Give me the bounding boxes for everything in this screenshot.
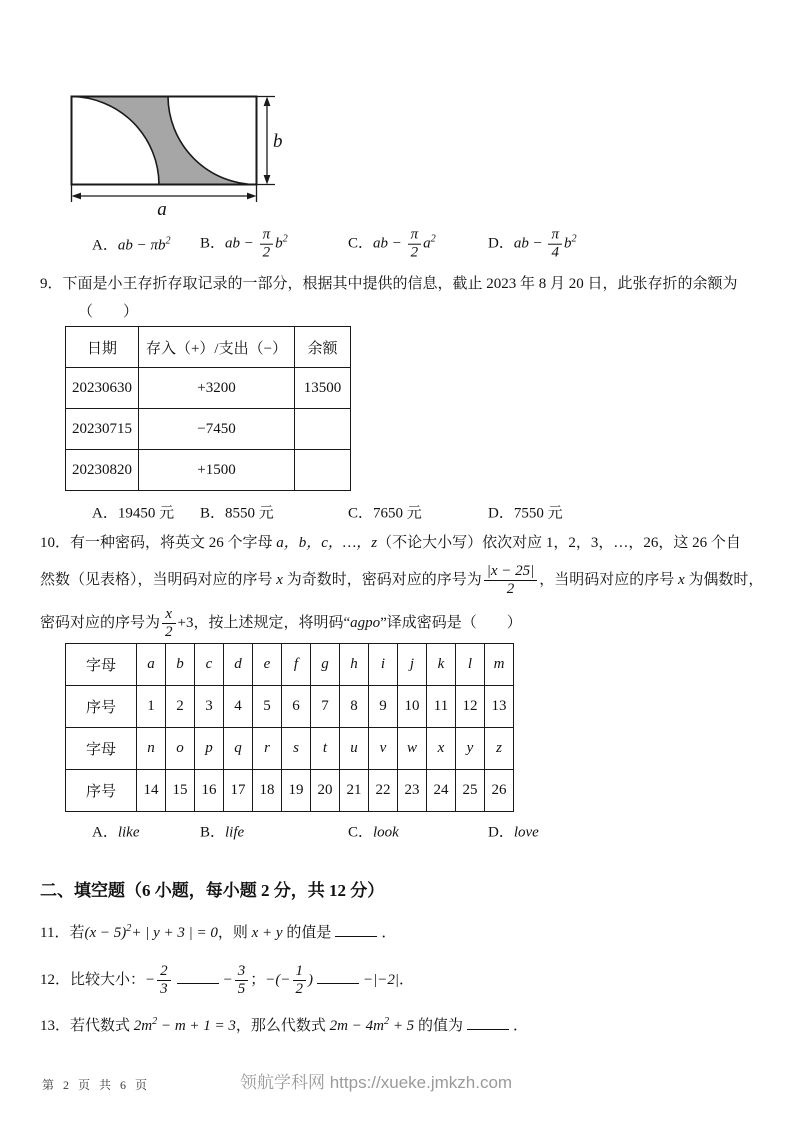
superscript: 2 (152, 1016, 158, 1027)
table-cell: 15 (166, 770, 195, 812)
minus-sign: − (222, 972, 233, 988)
q10-options-row (40, 818, 755, 844)
q8-option-a (92, 234, 171, 255)
table-cell: +3200 (139, 368, 295, 409)
q12-text (40, 957, 755, 1003)
letter-run: a，b，c，…，z (276, 535, 378, 551)
text: 10．有一种密码，将英文 26 个字母 (40, 535, 277, 551)
option-label: B． (200, 824, 226, 841)
denominator: 3 (160, 981, 168, 998)
numerator: 1 (293, 963, 307, 981)
table-cell: s (282, 728, 311, 770)
table-cell: 24 (427, 770, 456, 812)
denominator: 2 (295, 981, 304, 998)
arrowhead-up (264, 97, 271, 107)
table-cell: v (369, 728, 398, 770)
table-cell: 25 (456, 770, 485, 812)
plaintext-word: agpo (350, 615, 381, 631)
table-cell: 日期 (66, 327, 139, 368)
table-cell: 1 (137, 686, 166, 728)
text: 的值为 (414, 1018, 463, 1034)
text: 13．若代数式 (40, 1018, 134, 1034)
q9-option-d: D．7550 元 (488, 505, 563, 522)
fraction (162, 606, 176, 641)
table-cell: 余额 (295, 327, 351, 368)
superscript: 2 (282, 233, 288, 245)
table-row (66, 770, 514, 812)
table-cell: z (485, 728, 514, 770)
q10-option-b (200, 821, 244, 842)
table-cell: 存入（+）/支出（−） (139, 327, 295, 368)
table-cell: 23 (398, 770, 427, 812)
q8-option-c (348, 227, 436, 262)
text: ； (250, 972, 266, 988)
table-cell: 13 (485, 686, 514, 728)
formula: 2m (133, 1018, 153, 1034)
table-cell: r (253, 728, 282, 770)
formula: + | y + 3 | = 0 (131, 925, 218, 941)
table-cell: j (398, 644, 427, 686)
table-cell: 2 (166, 686, 195, 728)
table-cell: 12 (456, 686, 485, 728)
table-cell: 19 (282, 770, 311, 812)
table-cell: 26 (485, 770, 514, 812)
superscript: 2 (165, 235, 171, 247)
watermark-site-link: 领航学科网 https://xueke.jmkzh.com (240, 1073, 513, 1092)
numerator: 2 (157, 963, 171, 981)
denominator: 2 (506, 581, 515, 598)
formula: −(− (265, 972, 291, 988)
table-cell: 字母 (66, 644, 137, 686)
option-word: like (117, 824, 140, 841)
option-label: D． (488, 824, 514, 841)
table-cell: x (427, 728, 456, 770)
table-cell: 20230715 (66, 409, 139, 450)
denominator: 2 (165, 624, 173, 641)
table-row (66, 644, 514, 686)
arrowhead-right (247, 193, 257, 200)
variable-x: x (678, 572, 685, 588)
superscript: 2 (430, 233, 436, 245)
formula: a (423, 235, 431, 252)
table-cell: 4 (224, 686, 253, 728)
q10-option-d (488, 821, 539, 842)
table-cell: 5 (253, 686, 282, 728)
formula: ) (308, 972, 314, 988)
formula: x + y (251, 925, 283, 941)
text: 的值是 (282, 925, 332, 941)
answer-blank (335, 934, 377, 937)
text: 密码对应的序号为 (40, 615, 161, 631)
table-cell: 8 (340, 686, 369, 728)
table-row (66, 728, 514, 770)
text: ，则 (217, 925, 252, 941)
q9-options-row (40, 498, 755, 526)
table-cell: p (195, 728, 224, 770)
section-2-title: 二、填空题（6 小题，每小题 2 分，共 12 分） (40, 881, 385, 900)
formula: b (275, 235, 283, 252)
table-row (66, 327, 351, 368)
formula: ab − πb (117, 237, 166, 254)
q10-option-c (348, 821, 399, 842)
width-label: a (157, 199, 167, 217)
text: ，当明码对应的序号 (539, 572, 678, 588)
table-cell (295, 409, 351, 450)
option-word: look (373, 824, 399, 841)
q8-option-d (488, 227, 577, 262)
table-cell: 17 (224, 770, 253, 812)
table-body (66, 327, 351, 491)
formula: ab − (373, 235, 406, 252)
text: 为偶数时， (684, 572, 764, 588)
q9-balance-table (65, 326, 351, 491)
table-cell: −7450 (139, 409, 295, 450)
formula: ab − (513, 235, 547, 252)
table-cell: m (485, 644, 514, 686)
numerator: |x − 25| (484, 563, 538, 581)
table-body (66, 644, 514, 812)
denominator: 2 (410, 244, 419, 261)
formula: − m + 1 = 3 (157, 1018, 236, 1034)
page-footer (0, 1068, 793, 1098)
table-cell: 3 (195, 686, 224, 728)
table-cell: y (456, 728, 485, 770)
option-label: D． (488, 235, 514, 252)
fraction (235, 963, 249, 998)
denominator: 5 (237, 981, 246, 998)
text: （不论大小写）依次对应 1，2，3，…，26，这 26 个自 (377, 535, 741, 551)
minus-sign: − (145, 972, 156, 988)
fraction (157, 963, 171, 998)
table-cell: 16 (195, 770, 224, 812)
q8-geometry-figure (70, 95, 284, 217)
table-cell: 序号 (66, 686, 137, 728)
numerator: π (260, 227, 274, 245)
table-cell: a (137, 644, 166, 686)
text: ． (381, 925, 397, 941)
numerator: π (408, 227, 422, 245)
fraction (260, 227, 274, 262)
text: ”译成密码是（ ） (380, 615, 522, 631)
q8-options-row (40, 221, 755, 267)
table-cell: 21 (340, 770, 369, 812)
table-cell: d (224, 644, 253, 686)
table-cell: f (282, 644, 311, 686)
q13-text (40, 1007, 755, 1041)
arrowhead-down (264, 175, 271, 185)
q10-text-line2 (40, 557, 764, 603)
table-cell: 20230820 (66, 450, 139, 491)
table-cell: o (166, 728, 195, 770)
text: ，那么代数式 (235, 1018, 330, 1034)
table-row (66, 368, 351, 409)
formula: 2m − 4m (329, 1018, 384, 1034)
table-cell: l (456, 644, 485, 686)
table-cell: 11 (427, 686, 456, 728)
answer-blank (467, 1027, 509, 1030)
table-cell: t (311, 728, 340, 770)
table-cell: k (427, 644, 456, 686)
height-label: b (273, 131, 283, 152)
table-cell: 字母 (66, 728, 137, 770)
table-cell (295, 450, 351, 491)
table-cell: 22 (369, 770, 398, 812)
formula: b (563, 235, 572, 252)
table-cell: c (195, 644, 224, 686)
table-cell: 14 (137, 770, 166, 812)
table-row (66, 686, 514, 728)
formula: (x − 5) (84, 925, 127, 941)
denominator: 4 (551, 244, 559, 261)
answer-blank (317, 981, 359, 984)
superscript: 2 (571, 233, 577, 245)
formula: ab − (225, 235, 258, 252)
formula: + 5 (389, 1018, 415, 1034)
table-cell: q (224, 728, 253, 770)
text: 11．若 (40, 925, 85, 941)
formula: −|−2| (363, 972, 400, 988)
fraction (408, 227, 422, 262)
table-row (66, 409, 351, 450)
table-cell: 18 (253, 770, 282, 812)
table-cell: u (340, 728, 369, 770)
table-cell: g (311, 644, 340, 686)
option-label: A． (92, 824, 118, 841)
q10-option-a (92, 821, 140, 842)
q9-option-a: A．19450 元 (92, 505, 175, 522)
q9-text-line1: 9．下面是小王存折存取记录的一部分，根据其中提供的信息，截止 2023 年 8 月 20 日，此张存折的余额为 (40, 276, 738, 292)
denominator: 2 (262, 244, 271, 261)
q10-text-line3 (40, 603, 755, 643)
variable-x: x (276, 572, 283, 588)
table-cell: 9 (369, 686, 398, 728)
q10-text-line1 (40, 529, 755, 557)
q11-text (40, 914, 755, 948)
option-label: B． (200, 235, 226, 252)
fraction (293, 963, 307, 998)
q10-cipher-table (65, 643, 514, 812)
table-cell: 序号 (66, 770, 137, 812)
numerator: x (162, 606, 176, 624)
numerator: 3 (235, 963, 249, 981)
table-cell: +1500 (139, 450, 295, 491)
text: 为奇数时，密码对应的序号为 (282, 572, 482, 588)
table-cell: i (369, 644, 398, 686)
option-label: C． (348, 824, 374, 841)
option-word: love (513, 824, 539, 841)
option-label: A． (92, 237, 118, 254)
q9-option-b: B．8550 元 (200, 505, 274, 522)
table-cell: 6 (282, 686, 311, 728)
table-cell: w (398, 728, 427, 770)
table-row (66, 450, 351, 491)
text: +3，按上述规定，将明码“ (177, 615, 351, 631)
arrowhead-left (72, 193, 82, 200)
text: 12．比较大小： (40, 972, 146, 988)
table-cell: 20230630 (66, 368, 139, 409)
option-label: C． (348, 235, 374, 252)
superscript: 2 (383, 1016, 390, 1027)
table-cell: 13500 (295, 368, 351, 409)
text: ． (399, 972, 415, 988)
fraction (548, 227, 562, 262)
table-cell: e (253, 644, 282, 686)
numerator: π (548, 227, 562, 245)
fraction (484, 563, 538, 598)
table-cell: n (137, 728, 166, 770)
superscript: 2 (126, 923, 132, 934)
table-cell: 10 (398, 686, 427, 728)
table-cell: b (166, 644, 195, 686)
text: ． (512, 1018, 528, 1034)
table-cell: 20 (311, 770, 340, 812)
q9-answer-brackets: （ ） (78, 304, 139, 320)
q8-option-b (200, 227, 288, 262)
page-number: 第 2 页 共 6 页 (42, 1078, 151, 1092)
q9-option-c: C．7650 元 (348, 505, 422, 522)
table-cell: h (340, 644, 369, 686)
table-cell: 7 (311, 686, 340, 728)
text: 然数（见表格），当明码对应的序号 (40, 572, 277, 588)
option-word: life (225, 824, 245, 841)
answer-blank (177, 981, 219, 984)
